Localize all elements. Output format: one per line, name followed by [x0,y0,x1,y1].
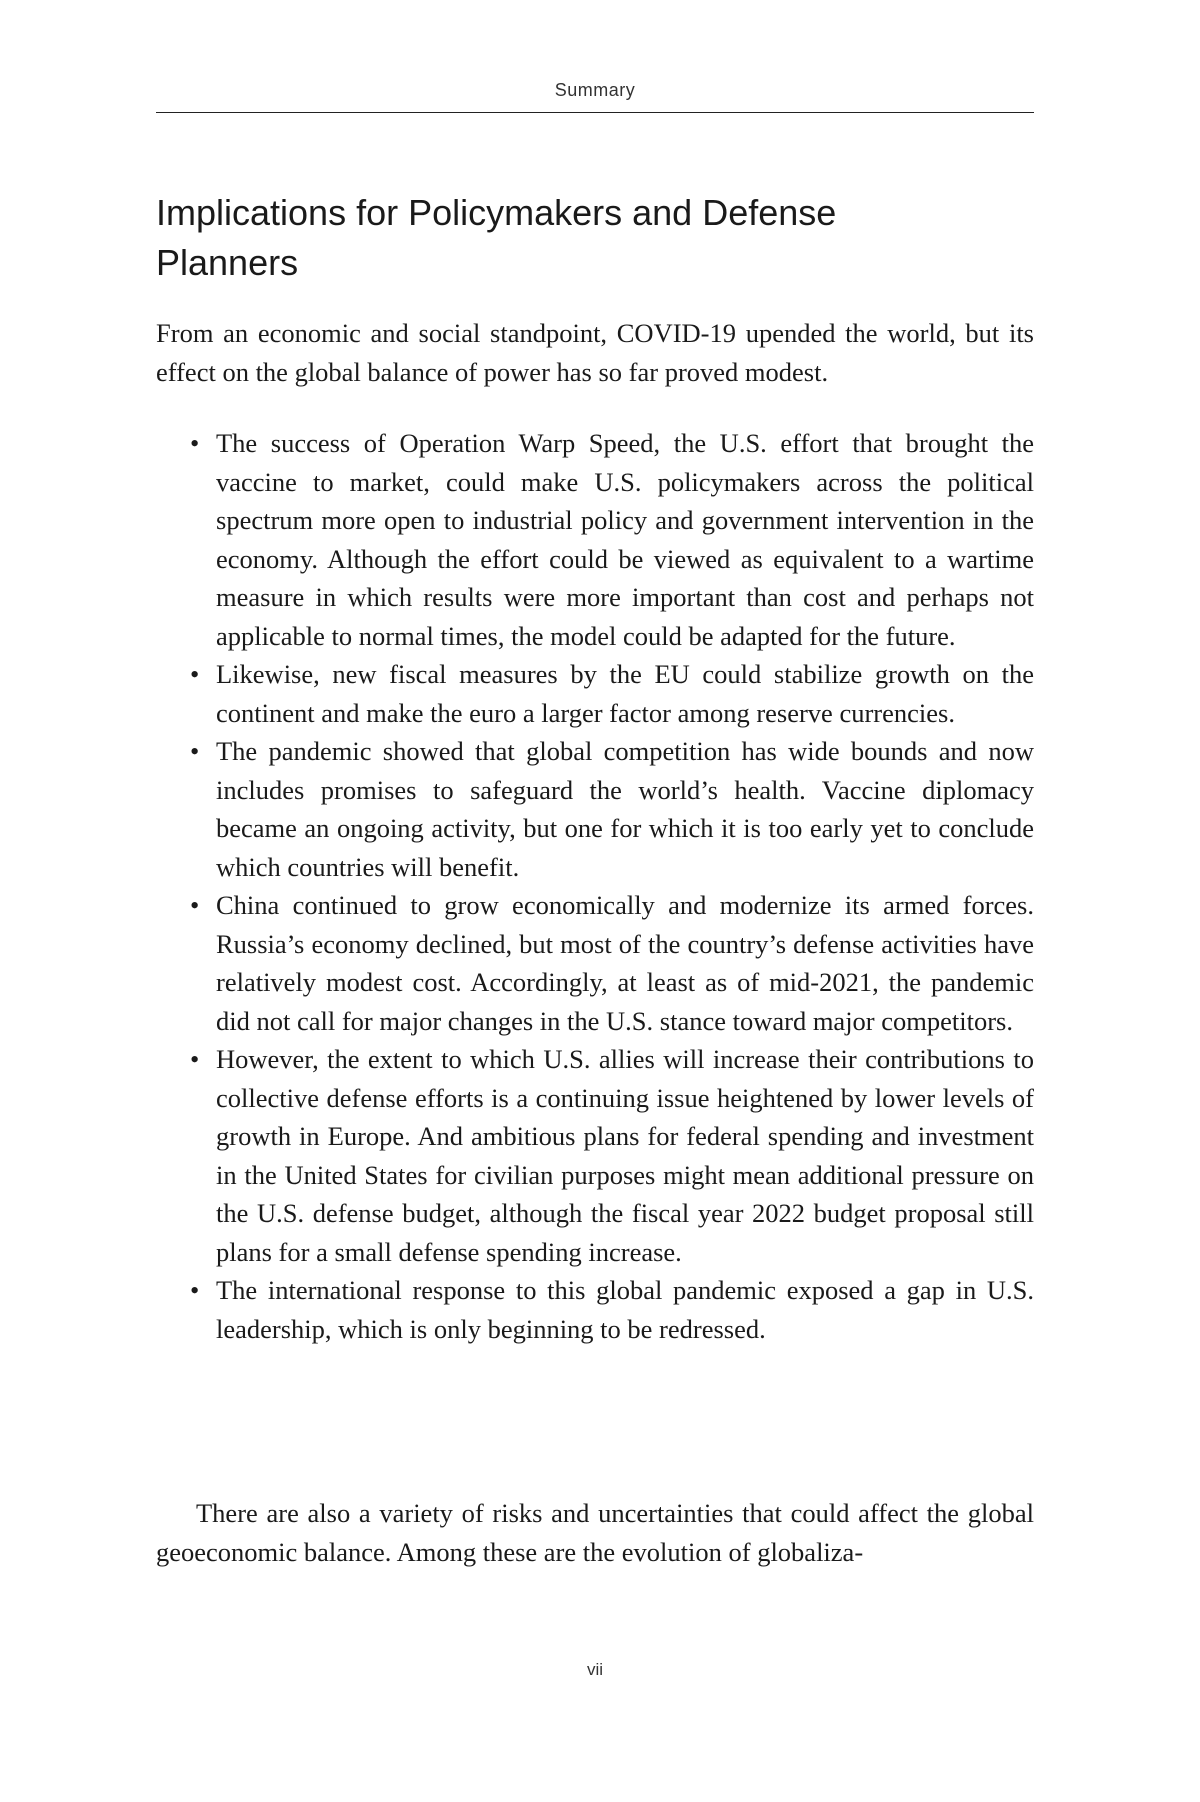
bullet-mark: • [190,659,200,689]
bullet-list [156,424,1034,1348]
bullet-mark: • [190,890,200,920]
bullet-mark: • [190,1044,200,1074]
list-item-text: China continued to grow economically and modernize its armed forces. Russia’s economy declined, but most of the country’s defense activities have relatively modest cost. Accordingly, at least as of mid-2021, the pandemic did not call for major changes in the U.S. stance toward major competitors. [216,890,1034,1036]
list-item-text: Likewise, new fiscal measures by the EU could stabilize growth on the continent and make the euro a larger factor among reserve currencies. [216,659,1034,728]
list-item-text: The success of Operation Warp Speed, the U.S. effort that brought the vaccine to market, could make U.S. policymakers across the political spectrum more open to industrial policy and government intervention in the economy. Although the effort could be viewed as equivalent to a wartime measure in which results were more important than cost and perhaps not applicable to normal times, the model could be adapted for the future. [216,428,1034,651]
list-item [156,424,1034,655]
bullet-mark: • [190,736,200,766]
list-item [156,732,1034,886]
list-item-text: The pandemic showed that global competition has wide bounds and now includes promises to safeguard the world’s health. Vaccine diplomacy became an ongoing activity, but one for which it is too early yet to conclude which countries will benefit. [216,736,1034,882]
section-heading: Implications for Policymakers and Defense Planners [156,192,837,283]
closing-paragraph: There are also a variety of risks and uncertainties that could affect the global geoeconomic balance. Among these are the evolution of globaliza- [156,1498,1034,1567]
list-item-text: However, the extent to which U.S. allies will increase their contributions to collective defense efforts is a continuing issue heightened by lower levels of growth in Europe. And ambitious plans for federal spending and investment in the United States for civilian purposes might mean additional pressure on the U.S. defense budget, although the fiscal year 2022 budget proposal still plans for a small defense spending increase. [216,1044,1034,1267]
page-number: vii [586,1660,604,1679]
header-rule [156,112,1034,113]
bullet-mark: • [190,428,200,458]
running-head: Summary [554,80,636,100]
list-item [156,886,1034,1040]
list-item [156,1040,1034,1271]
list-item-text: The international response to this global pandemic exposed a gap in U.S. leadership, which is only beginning to be redressed. [216,1275,1034,1344]
list-item [156,1271,1034,1348]
list-item [156,655,1034,732]
intro-paragraph: From an economic and social standpoint, COVID-19 upended the world, but its effect on the global balance of power has so far proved modest. [156,318,1034,387]
bullet-mark: • [190,1275,200,1305]
